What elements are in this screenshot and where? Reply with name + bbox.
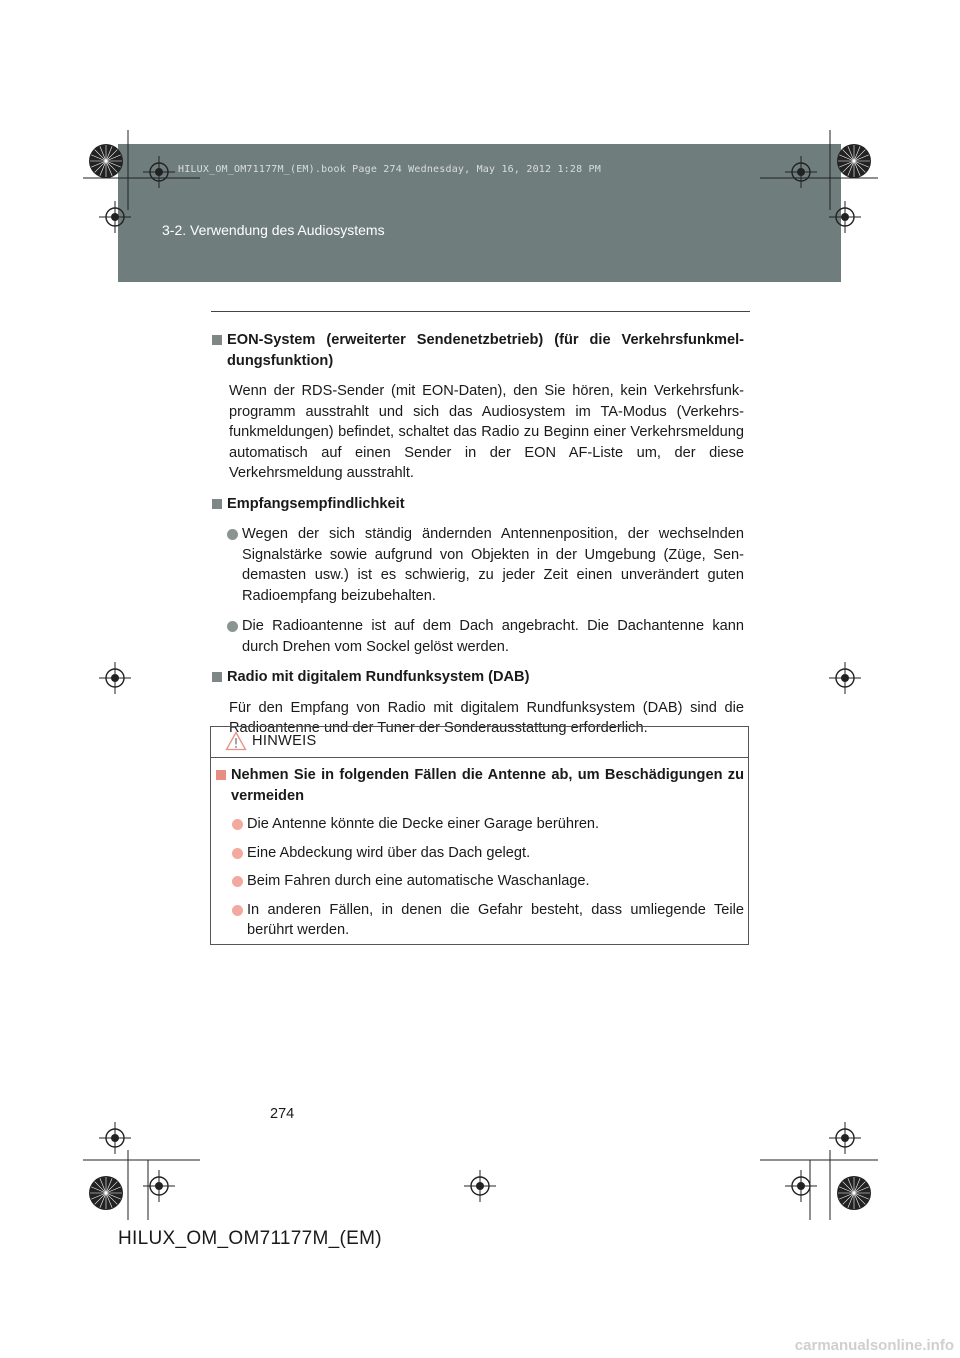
sunburst-target-icon: [836, 1175, 872, 1211]
book-stamp: HILUX_OM_OM71177M_(EM).book Page 274 Wednesday, May 16, 2012 1:28 PM: [178, 164, 601, 175]
section-heading-text: Radio mit digitalem Rundfunksystem (DAB): [227, 669, 530, 685]
section-paragraph: Wenn der RDS-Sender (mit EON-Daten), den Sie hören, kein Verkehrsfunk-programm ausstrahlt und sich das Audiosystem im TA-Modus (Verkehrs-funkmeldungen) befindet, schaltet das Radio zu Beginn einer Verkehrsmeldung automatisch auf einen Sender in der EON AF-Liste um, der diese Verkehrsmeldung ausstrahlt.: [229, 383, 744, 481]
document-code: HILUX_OM_OM71177M_(EM): [118, 1228, 382, 1249]
registration-mark-icon: [99, 1122, 131, 1154]
watermark: carmanualsonline.info: [794, 1337, 954, 1354]
registration-mark-icon: [99, 662, 131, 694]
registration-mark-icon: [143, 156, 175, 188]
registration-mark-icon: [829, 1122, 861, 1154]
list-item-text: Die Antenne könnte die Decke einer Garage berühren.: [247, 816, 600, 832]
sunburst-target-icon: [836, 143, 872, 179]
registration-mark-icon: [829, 662, 861, 694]
registration-mark-icon: [464, 1170, 496, 1202]
registration-mark-icon: [785, 156, 817, 188]
list-item-text: Wegen der sich ständig ändernden Antennenposition, der wechselnden Signalstärke sowie aufgrund von Objekten in der Umgebung (Züge, Sen-demasten usw.) ist es schwierig, zu jeder Zeit einen unverändert guten Radioempfang beizubehalten.: [242, 526, 744, 604]
list-item-text: Die Radioantenne ist auf dem Dach angebracht. Die Dachantenne kann durch Drehen vom Sockel gelöst werden.: [242, 618, 744, 655]
section-paragraph: Für den Empfang von Radio mit digitalem Rundfunksystem (DAB) sind die Radioantenne und der Tuner der Sonderausstattung erforderlich.: [229, 699, 744, 736]
list-item-text: Eine Abdeckung wird über das Dach gelegt.: [247, 844, 531, 861]
registration-mark-icon: [143, 1170, 175, 1202]
registration-mark-icon: [785, 1170, 817, 1202]
registration-mark-icon: [829, 201, 861, 233]
list-item-text: In anderen Fällen, in denen die Gefahr besteht, dass umliegende Teile berührt werden.: [247, 901, 744, 938]
section-title: 3-2. Verwendung des Audiosystems: [162, 222, 385, 238]
note-heading-text: Nehmen Sie in folgenden Fällen die Antenne ab, um Beschädigungen zu vermeiden: [231, 767, 744, 804]
page-number: 274: [270, 1106, 295, 1122]
registration-mark-icon: [99, 201, 131, 233]
section-heading-text: EON-System (erweiterter Sendenetzbetrieb) (für die Verkehrsfunkmel-dungsfunktion): [227, 332, 744, 369]
sunburst-target-icon: [88, 1175, 124, 1211]
sunburst-target-icon: [88, 143, 124, 179]
list-item-text: Beim Fahren durch eine automatische Waschanlage.: [247, 873, 590, 889]
note-label: HINWEIS: [252, 733, 317, 749]
section-heading-text: Empfangsempfindlichkeit: [227, 495, 405, 512]
